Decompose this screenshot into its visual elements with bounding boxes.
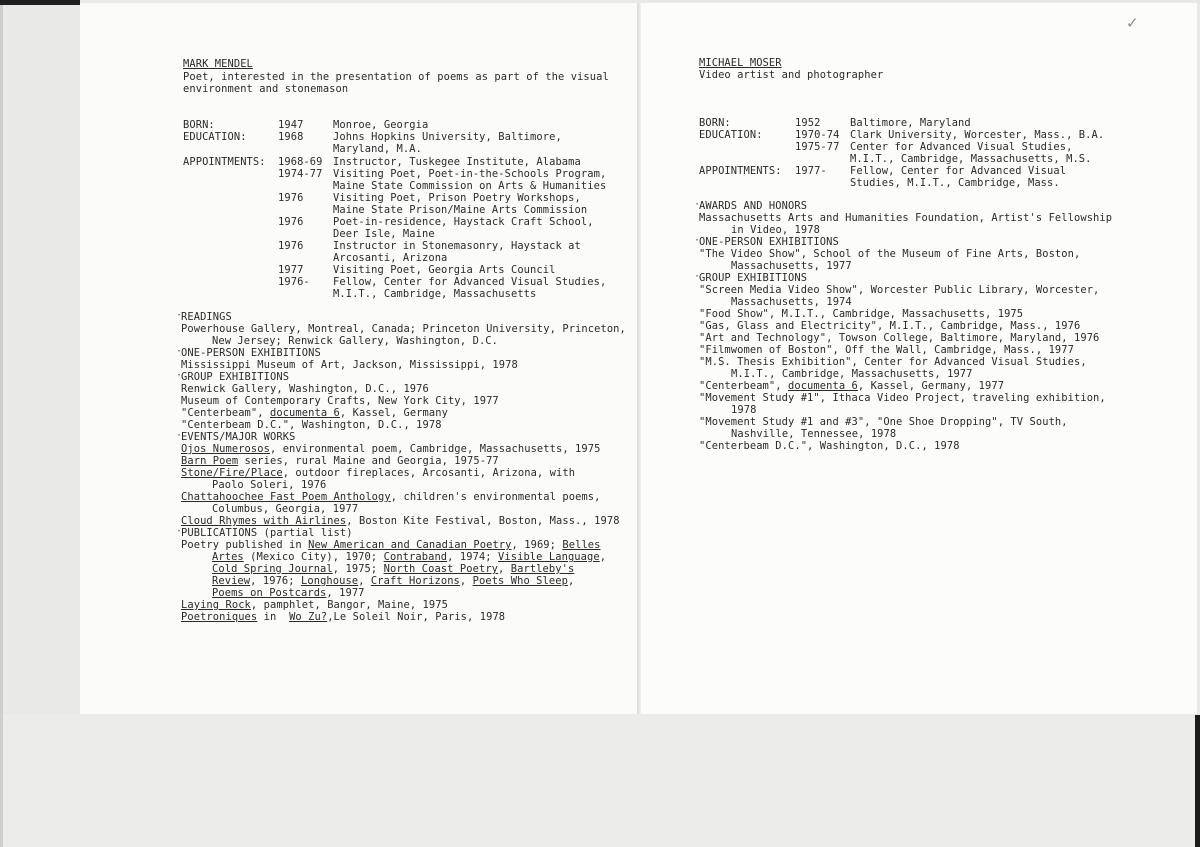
appointment-year: 1976 <box>278 240 304 252</box>
exhibition-entry <box>699 380 1004 392</box>
appointment-text: Maine State Prison/Maine Arts Commission <box>333 204 588 216</box>
publication-entry <box>212 587 365 599</box>
exhibition-entry: "The Video Show", School of the Museum of Fine Arts, Boston, <box>699 248 1081 260</box>
award-entry: in Video, 1978 <box>731 224 820 236</box>
appointment-text: M.I.T., Cambridge, Massachusetts <box>333 288 537 300</box>
section-heading: GROUP EXHIBITIONS <box>181 371 290 383</box>
title-underlined: documenta 6 <box>269 407 340 419</box>
education-year: 1968 <box>278 131 304 143</box>
appointment-year: 1968-69 <box>278 156 323 168</box>
exhibition-entry: Massachusetts, 1974 <box>731 296 852 308</box>
education-year: 1975-77 <box>795 141 840 153</box>
born-label: BORN: <box>699 117 731 129</box>
exhibition-entry: "Movement Study #1", Ithaca Video Project, traveling exhibition, <box>699 392 1106 404</box>
appointment-year: 1977 <box>278 264 304 276</box>
appointment-text: Instructor in Stonemasonry, Haystack at <box>333 240 581 252</box>
title-underlined: Bartleby's <box>510 563 575 575</box>
appointment-year: 1974-77 <box>278 168 323 180</box>
text-run: , <box>358 575 371 587</box>
scan-edge <box>1195 715 1200 847</box>
publication-entry <box>181 539 601 551</box>
bullet-mark: · <box>694 235 701 246</box>
born-place: Monroe, Georgia <box>333 119 429 131</box>
appointment-text: Fellow, Center for Advanced Visual Studies, <box>333 276 607 288</box>
event-entry: Paolo Soleri, 1976 <box>212 479 327 491</box>
exhibition-entry: "Movement Study #1 and #3", "One Shoe Dropping", TV South, <box>699 416 1068 428</box>
event-entry <box>181 515 620 527</box>
appointment-text: Poet-in-residence, Haystack Craft School, <box>333 216 594 228</box>
publication-entry <box>181 611 505 623</box>
publication-entry <box>212 563 574 575</box>
scanner-bed <box>0 714 1195 847</box>
section-heading: ONE-PERSON EXHIBITIONS <box>699 236 839 248</box>
appointment-text: Studies, M.I.T., Cambridge, Mass. <box>850 177 1060 189</box>
title-underlined: Laying Rock <box>181 599 251 611</box>
education-text: M.I.T., Cambridge, Massachusetts, M.S. <box>850 153 1092 165</box>
text-run: , children's environmental poems, <box>390 491 601 503</box>
text-run: , 1975; <box>332 563 384 575</box>
section-heading: ONE-PERSON EXHIBITIONS <box>181 347 321 359</box>
exhibition-entry: Nashville, Tennessee, 1978 <box>731 428 897 440</box>
appointment-year: 1976 <box>278 192 304 204</box>
education-text: Johns Hopkins University, Baltimore, <box>333 131 562 143</box>
section-heading: GROUP EXHIBITIONS <box>699 272 808 284</box>
bullet-mark: · <box>176 310 183 321</box>
event-entry <box>181 443 600 455</box>
title-underlined: Artes <box>212 551 244 563</box>
education-label: EDUCATION: <box>183 131 247 143</box>
born-label: BORN: <box>183 119 215 131</box>
title-underlined: Barn Poem <box>181 455 239 467</box>
education-text: Maryland, M.A. <box>333 143 422 155</box>
appointment-year: 1976- <box>278 276 310 288</box>
exhibition-entry: "Art and Technology", Towson College, Baltimore, Maryland, 1976 <box>699 332 1100 344</box>
title-underlined: Stone/Fire/Place <box>181 467 283 479</box>
text-run: , 1977 <box>326 587 365 599</box>
section-heading: EVENTS/MAJOR WORKS <box>181 431 296 443</box>
title-underlined: North Coast Poetry <box>383 563 499 575</box>
scan-edge <box>0 0 3 847</box>
text-run: , Kassel, Germany <box>339 407 448 419</box>
exhibition-entry: "Screen Media Video Show", Worcester Public Library, Worcester, <box>699 284 1100 296</box>
text-run: , Kassel, Germany, 1977 <box>857 380 1005 392</box>
title-underlined: Poets Who Sleep <box>472 575 568 587</box>
appointment-text: Arcosanti, Arizona <box>333 252 448 264</box>
appointment-text: Visiting Poet, Georgia Arts Council <box>333 264 556 276</box>
born-place: Baltimore, Maryland <box>850 117 971 129</box>
scan-edge <box>0 0 80 5</box>
text-run: in <box>257 611 290 623</box>
appointment-year: 1977- <box>795 165 827 177</box>
exhibition-entry: "Gas, Glass and Electricity", M.I.T., Cambridge, Mass., 1976 <box>699 320 1081 332</box>
section-heading: AWARDS AND HONORS <box>699 200 808 212</box>
text-run: , <box>599 551 607 563</box>
appointment-text: Visiting Poet, Poet-in-the-Schools Program, <box>333 168 607 180</box>
title-underlined: Belles <box>562 539 601 551</box>
bullet-mark: · <box>176 526 183 537</box>
appointments-label: APPOINTMENTS: <box>699 165 782 177</box>
event-entry <box>181 467 575 479</box>
appointment-text: Instructor, Tuskegee Institute, Alabama <box>333 156 581 168</box>
exhibition-entry: 1978 <box>731 404 757 416</box>
education-label: EDUCATION: <box>699 129 763 141</box>
artist-description: Poet, interested in the presentation of poems as part of the visual <box>183 71 609 83</box>
title-underlined: documenta 6 <box>787 380 858 392</box>
exhibition-entry: Mississippi Museum of Art, Jackson, Mississippi, 1978 <box>181 359 518 371</box>
event-entry <box>181 455 499 467</box>
text-run: , pamphlet, Bangor, Maine, 1975 <box>250 599 448 611</box>
exhibition-entry <box>181 407 448 419</box>
education-text: Clark University, Worcester, Mass., B.A. <box>850 129 1105 141</box>
title-underlined: Review <box>212 575 251 587</box>
bullet-mark: · <box>694 199 701 210</box>
text-run: , Boston Kite Festival, Boston, Mass., 1978 <box>346 515 620 527</box>
appointment-text: Fellow, Center for Advanced Visual <box>850 165 1067 177</box>
title-underlined: Chattahoochee Fast Poem Anthology <box>181 491 391 503</box>
text-run: "Centerbeam", <box>699 380 788 392</box>
section-heading: READINGS <box>181 311 232 323</box>
exhibition-entry: M.I.T., Cambridge, Massachusetts, 1977 <box>731 368 973 380</box>
title-underlined: Longhouse <box>301 575 359 587</box>
born-year: 1952 <box>795 117 821 129</box>
event-entry: Columbus, Georgia, 1977 <box>212 503 359 515</box>
title-underlined: Poetroniques <box>181 611 258 623</box>
exhibition-entry: Museum of Contemporary Crafts, New York City, 1977 <box>181 395 499 407</box>
text-run: , outdoor fireplaces, Arcosanti, Arizona, with <box>282 467 576 479</box>
text-run: "Centerbeam", <box>181 407 270 419</box>
education-text: Center for Advanced Visual Studies, <box>850 141 1073 153</box>
exhibition-entry: "Food Show", M.I.T., Cambridge, Massachusetts, 1975 <box>699 308 1024 320</box>
text-run: series, rural Maine and Georgia, 1975-77 <box>238 455 499 467</box>
bullet-mark: · <box>176 370 183 381</box>
artist-name: MICHAEL MOSER <box>699 57 782 69</box>
publication-entry <box>181 599 448 611</box>
text-run: , <box>459 575 473 587</box>
artist-name: MARK MENDEL <box>183 58 253 70</box>
title-underlined: Cloud Rhymes with Airlines <box>181 515 347 527</box>
text-run: , 1974; <box>447 551 499 563</box>
section-heading: PUBLICATIONS (partial list) <box>181 527 353 539</box>
title-underlined: Cold Spring Journal <box>212 563 333 575</box>
appointment-text: Maine State Commission on Arts & Humanities <box>333 180 607 192</box>
title-underlined: Ojos Numerosos <box>181 443 270 455</box>
text-run: , <box>498 563 511 575</box>
bullet-mark: · <box>176 346 183 357</box>
text-run: , 1969; <box>511 539 563 551</box>
text-run: Poetry published in <box>181 539 309 551</box>
born-year: 1947 <box>278 119 304 131</box>
text-run: , 1976; <box>250 575 301 587</box>
exhibition-entry: Massachusetts, 1977 <box>731 260 852 272</box>
title-underlined: Contraband <box>383 551 448 563</box>
publication-entry <box>212 551 606 563</box>
title-underlined: Wo Zu? <box>289 611 328 623</box>
event-entry <box>181 491 601 503</box>
publication-entry <box>212 575 574 587</box>
exhibition-entry: "Centerbeam D.C.", Washington, D.C., 1978 <box>699 440 960 452</box>
appointment-year: 1976 <box>278 216 304 228</box>
bullet-mark: · <box>176 430 183 441</box>
title-underlined: Visible Language <box>498 551 600 563</box>
appointment-text: Visiting Poet, Prison Poetry Workshops, <box>333 192 581 204</box>
appointment-text: Deer Isle, Maine <box>333 228 435 240</box>
title-underlined: Poems on Postcards <box>212 587 327 599</box>
text-run: , environmental poem, Cambridge, Massachusetts, 1975 <box>269 443 601 455</box>
exhibition-entry: Renwick Gallery, Washington, D.C., 1976 <box>181 383 429 395</box>
exhibition-entry: "Filmwomen of Boston", Off the Wall, Cambridge, Mass., 1977 <box>699 344 1074 356</box>
title-underlined: Craft Horizons <box>370 575 460 587</box>
readings-text: Powerhouse Gallery, Montreal, Canada; Princeton University, Princeton, <box>181 323 626 335</box>
title-underlined: New American and Canadian Poetry <box>308 539 512 551</box>
artist-description: environment and stonemason <box>183 83 349 95</box>
readings-text: New Jersey; Renwick Gallery, Washington, D.C. <box>212 335 499 347</box>
exhibition-entry: "Centerbeam D.C.", Washington, D.C., 1978 <box>181 419 442 431</box>
text-run: ,Le Soleil Noir, Paris, 1978 <box>327 611 506 623</box>
text-run: , <box>567 575 575 587</box>
education-year: 1970-74 <box>795 129 840 141</box>
check-mark: ✓ <box>1126 14 1139 32</box>
exhibition-entry: "M.S. Thesis Exhibition", Center for Advanced Visual Studies, <box>699 356 1087 368</box>
bullet-mark: · <box>694 271 701 282</box>
text-run: (Mexico City), 1970; <box>243 551 384 563</box>
artist-description: Video artist and photographer <box>699 69 884 81</box>
award-entry: Massachusetts Arts and Humanities Foundation, Artist's Fellowship <box>699 212 1113 224</box>
appointments-label: APPOINTMENTS: <box>183 156 266 168</box>
